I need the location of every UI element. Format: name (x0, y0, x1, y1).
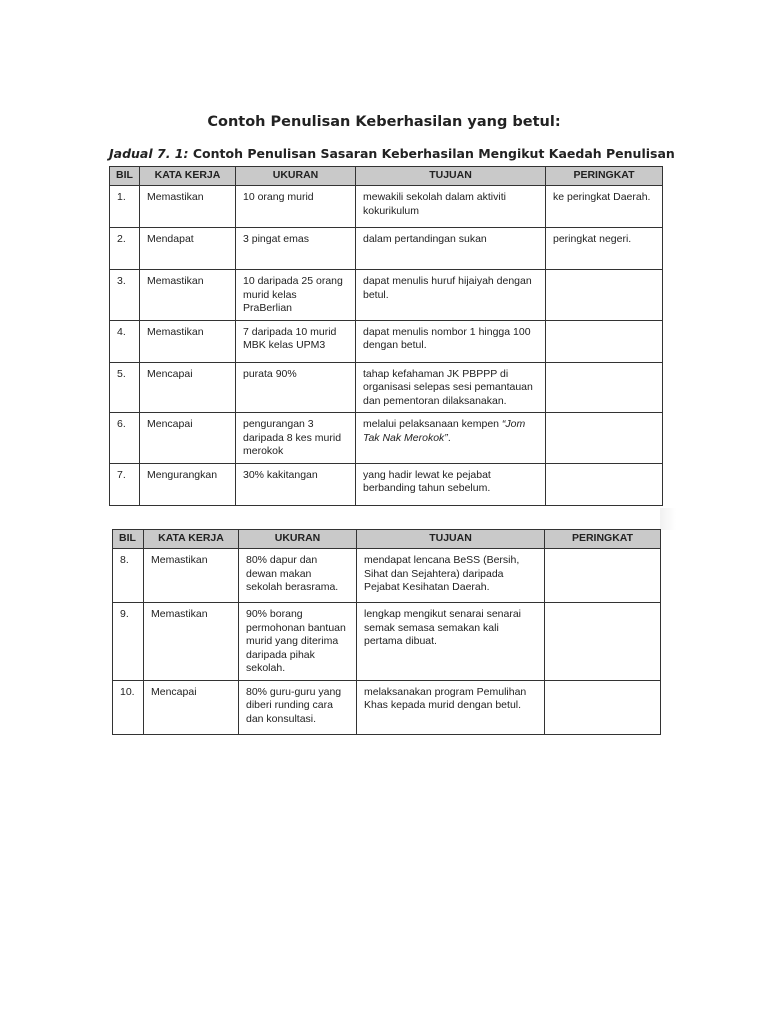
cell-tujuan: mewakili sekolah dalam aktiviti kokurikulum (356, 186, 546, 228)
cell-ukuran: 3 pingat emas (236, 228, 356, 270)
table-row (113, 549, 661, 603)
cell-peringkat: ke peringkat Daerah. (546, 186, 663, 228)
table-row (110, 270, 663, 321)
page-title: Contoh Penulisan Keberhasilan yang betul: (207, 114, 561, 130)
cell-kata-kerja: Mendapat (140, 228, 236, 270)
cell-bil: 9. (113, 603, 144, 681)
header-ukuran: UKURAN (236, 167, 356, 186)
scan-shadow (660, 508, 676, 530)
header-tujuan: TUJUAN (357, 530, 545, 549)
header-kata-kerja: KATA KERJA (140, 167, 236, 186)
cell-kata-kerja: Mencapai (140, 362, 236, 413)
cell-kata-kerja: Memastikan (140, 270, 236, 321)
cell-ukuran: 7 daripada 10 murid MBK kelas UPM3 (236, 320, 356, 362)
cell-bil: 6. (110, 413, 140, 464)
cell-peringkat (546, 413, 663, 464)
header-peringkat: PERINGKAT (545, 530, 661, 549)
table-header-row (110, 167, 663, 186)
cell-bil: 4. (110, 320, 140, 362)
cell-kata-kerja: Memastikan (144, 603, 239, 681)
cell-kata-kerja: Memastikan (144, 549, 239, 603)
cell-bil: 10. (113, 680, 144, 734)
cell-tujuan: melaksanakan program Pemulihan Khas kepada murid dengan betul. (357, 680, 545, 734)
table-row (110, 463, 663, 505)
table-caption-text: Contoh Penulisan Sasaran Keberhasilan Mengikut Kaedah Penulisan (192, 146, 675, 161)
table-row (113, 603, 661, 681)
table-header-row (113, 530, 661, 549)
cell-peringkat (546, 362, 663, 413)
table-row (110, 413, 663, 464)
table-caption (109, 146, 675, 161)
header-tujuan: TUJUAN (356, 167, 546, 186)
cell-ukuran: 30% kakitangan (236, 463, 356, 505)
table-row (113, 680, 661, 734)
cell-tujuan-end: . (447, 431, 451, 444)
cell-peringkat (545, 680, 661, 734)
campaign-name: “Jom Tak Nak Merokok” (363, 418, 526, 444)
cell-kata-kerja: Memastikan (140, 320, 236, 362)
cell-tujuan: dapat menulis huruf hijaiyah dengan betul. (356, 270, 546, 321)
cell-tujuan: tahap kefahaman JK PBPPP di organisasi selepas sesi pemantauan dan pementoran dilaksanakan. (356, 362, 546, 413)
cell-bil: 7. (110, 463, 140, 505)
cell-peringkat (546, 270, 663, 321)
cell-bil: 1. (110, 186, 140, 228)
table-row (110, 186, 663, 228)
header-bil: BIL (110, 167, 140, 186)
table-row (110, 362, 663, 413)
cell-kata-kerja: Mencapai (140, 413, 236, 464)
table-caption-label: Jadual 7. 1: (109, 146, 189, 161)
table-row (110, 228, 663, 270)
results-table-1 (109, 166, 663, 506)
results-table-2 (112, 529, 661, 735)
cell-ukuran: 10 orang murid (236, 186, 356, 228)
cell-tujuan (356, 413, 546, 464)
cell-ukuran: 80% dapur dan dewan makan sekolah berasrama. (239, 549, 357, 603)
cell-kata-kerja: Memastikan (140, 186, 236, 228)
cell-tujuan: mendapat lencana BeSS (Bersih, Sihat dan Sejahtera) daripada Pejabat Kesihatan Daerah. (357, 549, 545, 603)
cell-peringkat: peringkat negeri. (546, 228, 663, 270)
cell-peringkat (545, 549, 661, 603)
cell-kata-kerja: Mencapai (144, 680, 239, 734)
cell-peringkat (546, 320, 663, 362)
cell-ukuran: 90% borang permohonan bantuan murid yang diterima daripada pihak sekolah. (239, 603, 357, 681)
header-bil: BIL (113, 530, 144, 549)
header-ukuran: UKURAN (239, 530, 357, 549)
header-kata-kerja: KATA KERJA (144, 530, 239, 549)
cell-bil: 5. (110, 362, 140, 413)
cell-ukuran: purata 90% (236, 362, 356, 413)
cell-tujuan: dapat menulis nombor 1 hingga 100 dengan betul. (356, 320, 546, 362)
cell-kata-kerja: Mengurangkan (140, 463, 236, 505)
cell-tujuan-text: melalui pelaksanaan kempen (363, 418, 502, 430)
table-row (110, 320, 663, 362)
cell-ukuran: 80% guru-guru yang diberi runding cara dan konsultasi. (239, 680, 357, 734)
cell-ukuran: pengurangan 3 daripada 8 kes murid merokok (236, 413, 356, 464)
cell-bil: 3. (110, 270, 140, 321)
cell-tujuan: dalam pertandingan sukan (356, 228, 546, 270)
cell-peringkat (546, 463, 663, 505)
cell-peringkat (545, 603, 661, 681)
cell-ukuran: 10 daripada 25 orang murid kelas PraBerlian (236, 270, 356, 321)
cell-tujuan: lengkap mengikut senarai senarai semak semasa semakan kali pertama dibuat. (357, 603, 545, 681)
cell-bil: 2. (110, 228, 140, 270)
header-peringkat: PERINGKAT (546, 167, 663, 186)
cell-bil: 8. (113, 549, 144, 603)
cell-tujuan: yang hadir lewat ke pejabat berbanding tahun sebelum. (356, 463, 546, 505)
